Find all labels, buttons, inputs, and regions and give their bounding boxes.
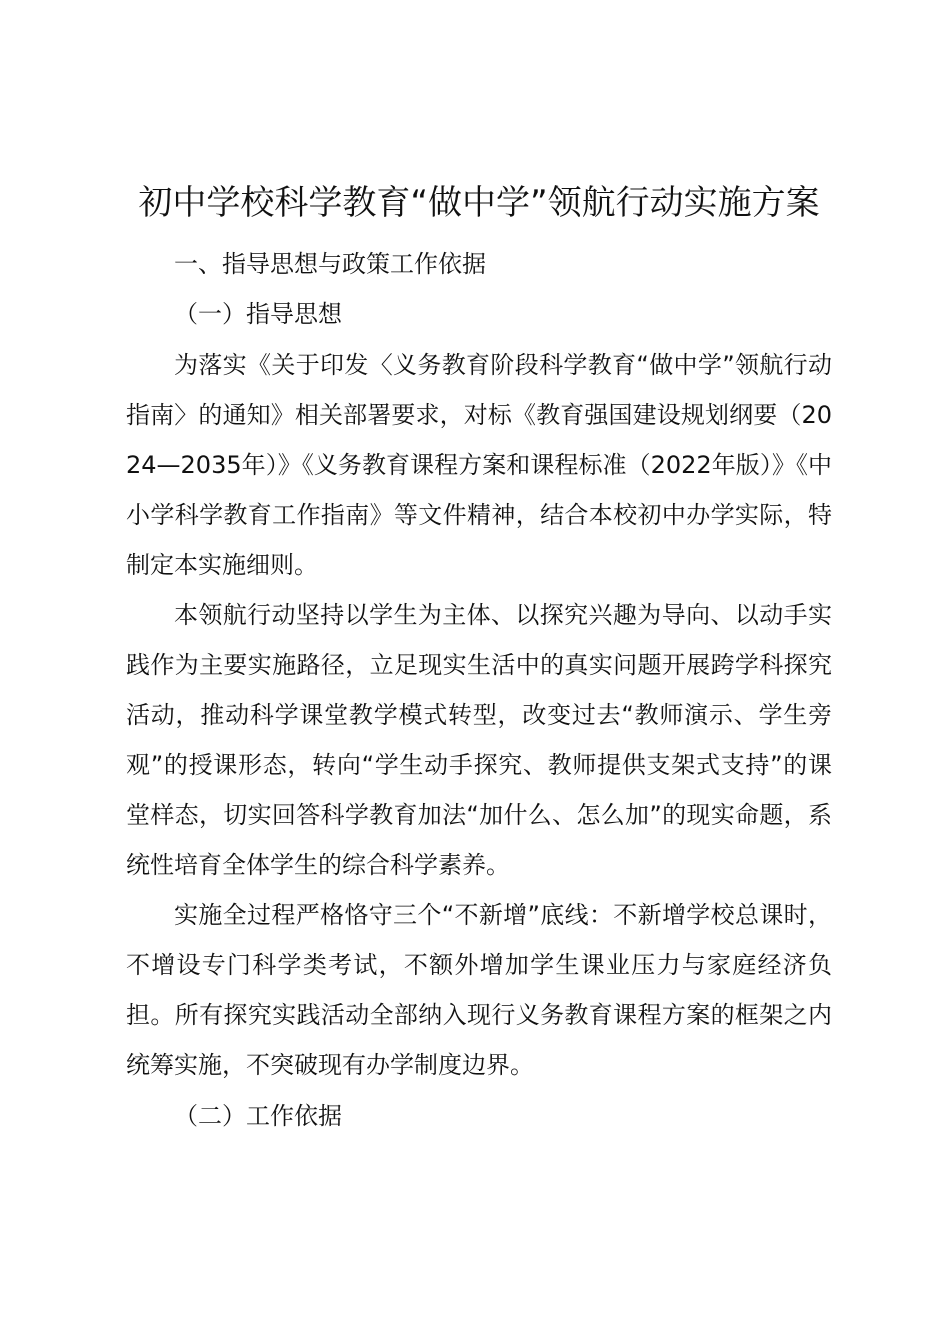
- paragraph-action-principles: 本领航行动坚持以学生为主体、以探究兴趣为导向、以动手实践作为主要实施路径，立足现实生活中的真实问题开展跨学科探究活动，推动科学课堂教学模式转型，改变过去“教师演示、学生旁观”的授课形态，转向“学生动手探究、教师提供支架式支持”的课堂样态，切实回答科学教育加法“加什么、怎么加”的现实命题，系统性培育全体学生的综合科学素养。: [126, 601, 832, 879]
- document-title: 初中学校科学教育“做中学”领航行动实施方案: [138, 183, 820, 223]
- subsection-heading-guiding-ideology: （一）指导思想: [174, 300, 342, 328]
- paragraph-no-increase-bottom-lines: 实施全过程严格恪守三个“不新增”底线：不新增学校总课时，不增设专门科学类考试，不额外增加学生课业压力与家庭经济负担。所有探究实践活动全部纳入现行义务教育课程方案的框架之内统筹实施，不突破现有办学制度边界。: [126, 901, 832, 1079]
- subsection-heading-work-basis: （二）工作依据: [174, 1102, 342, 1130]
- paragraph-policy-basis: 为落实《关于印发〈义务教育阶段科学教育“做中学”领航行动指南〉的通知》相关部署要求，对标《教育强国建设规划纲要（2024—2035年）》《义务教育课程方案和课程标准（2022年版）》《中小学科学教育工作指南》等文件精神，结合本校初中办学实际，特制定本实施细则。: [126, 351, 832, 579]
- section-heading-guiding-ideology-and-basis: 一、指导思想与政策工作依据: [174, 250, 486, 278]
